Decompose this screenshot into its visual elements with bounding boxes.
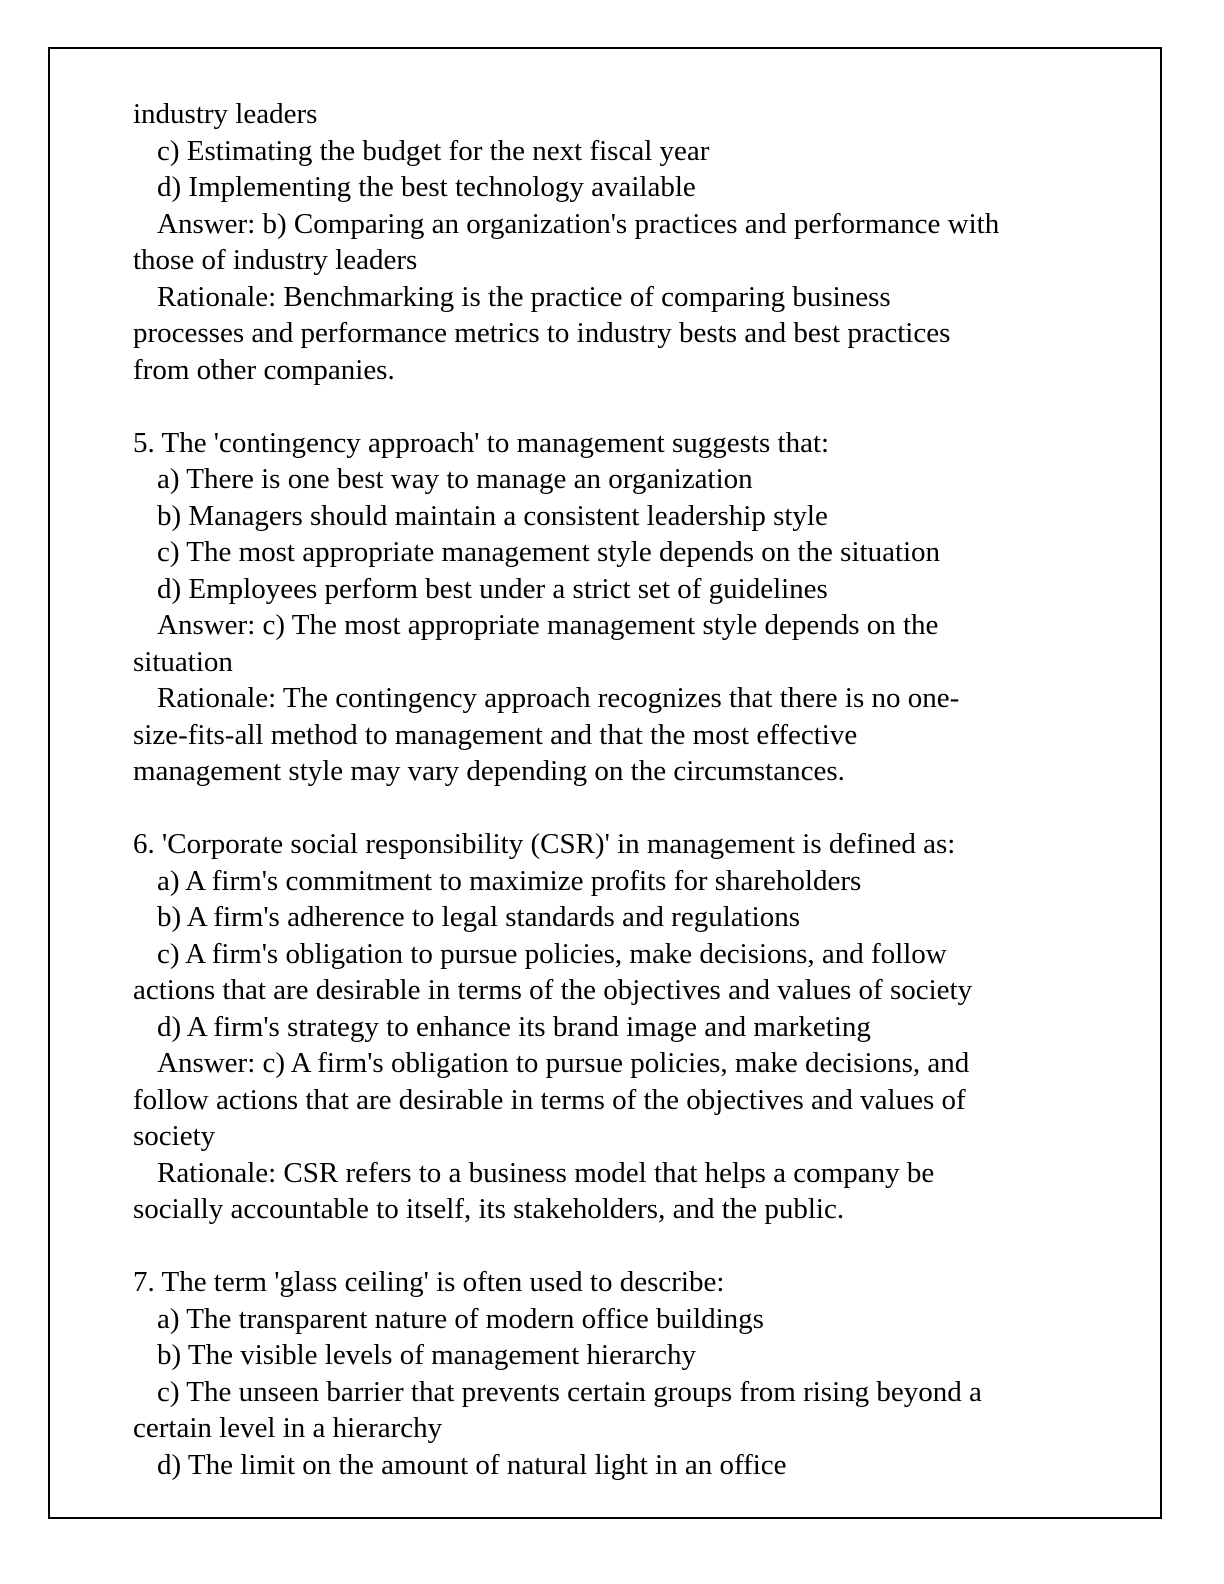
- option-c: c) A firm's obligation to pursue policies, make decisions, and follow: [157, 937, 947, 970]
- option-c: actions that are desirable in terms of the objectives and values of society: [133, 974, 973, 1006]
- rationale-line: socially accountable to itself, its stakeholders, and the public.: [133, 1193, 845, 1225]
- answer-line: follow actions that are desirable in terms of the objectives and values of: [133, 1083, 966, 1116]
- answer-line: those of industry leaders: [133, 244, 418, 276]
- rationale-line: processes and performance metrics to industry bests and best practices: [133, 317, 951, 349]
- spacer: [133, 790, 1093, 827]
- question-6: [133, 826, 1093, 1228]
- rationale-line: Rationale: CSR refers to a business model that helps a company be: [157, 1156, 935, 1189]
- question-5: [133, 425, 1093, 790]
- spacer: [133, 1228, 1093, 1265]
- document-body: [133, 96, 1093, 1483]
- question-text: 5. The 'contingency approach' to management suggests that:: [133, 426, 830, 459]
- option-d: d) The limit on the amount of natural light in an office: [157, 1448, 787, 1481]
- option-d: d) Employees perform best under a strict set of guidelines: [157, 572, 828, 605]
- rationale-line: management style may vary depending on the circumstances.: [133, 755, 845, 787]
- option-c: c) Estimating the budget for the next fiscal year: [157, 134, 710, 167]
- rationale-line: Rationale: The contingency approach recognizes that there is no one-: [157, 682, 960, 714]
- answer-line: situation: [133, 645, 233, 678]
- option-a: a) A firm's commitment to maximize profits for shareholders: [157, 864, 862, 897]
- answer-line: Answer: c) The most appropriate management style depends on the: [157, 609, 939, 641]
- option-d: d) Implementing the best technology available: [157, 171, 696, 203]
- option-c: c) The unseen barrier that prevents certain groups from rising beyond a: [157, 1375, 982, 1408]
- option-c: c) The most appropriate management style depends on the situation: [157, 536, 941, 568]
- answer-line: society: [133, 1120, 216, 1152]
- option-c: certain level in a hierarchy: [133, 1412, 443, 1444]
- option-a: a) There is one best way to manage an organization: [157, 463, 753, 495]
- question-text: 6. 'Corporate social responsibility (CSR)' in management is defined as:: [133, 828, 956, 860]
- option-d: d) A firm's strategy to enhance its brand image and marketing: [157, 1010, 871, 1043]
- rationale-line: from other companies.: [133, 353, 395, 386]
- option-b: b) Managers should maintain a consistent leadership style: [157, 499, 828, 532]
- question-4-continuation: [133, 96, 1093, 388]
- question-7: [133, 1264, 1093, 1483]
- option-b: b) The visible levels of management hierarchy: [157, 1339, 696, 1371]
- answer-line: Answer: c) A firm's obligation to pursue policies, make decisions, and: [157, 1047, 970, 1079]
- option-b: b) A firm's adherence to legal standards and regulations: [157, 901, 801, 933]
- rationale-line: Rationale: Benchmarking is the practice of comparing business: [157, 280, 891, 313]
- spacer: [133, 388, 1093, 425]
- answer-line: Answer: b) Comparing an organization's practices and performance with: [157, 207, 1000, 240]
- option-a: a) The transparent nature of modern office buildings: [157, 1302, 764, 1335]
- rationale-line: size-fits-all method to management and that the most effective: [133, 718, 858, 751]
- option-b-tail: industry leaders: [133, 98, 318, 130]
- question-text: 7. The term 'glass ceiling' is often used to describe:: [133, 1266, 725, 1298]
